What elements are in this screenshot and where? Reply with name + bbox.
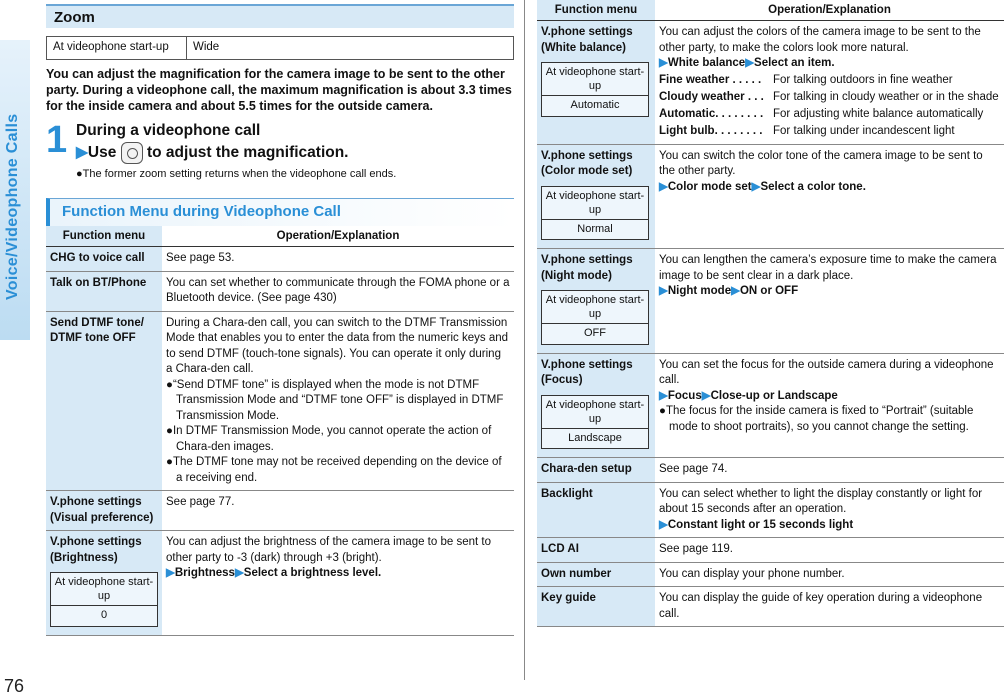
row-text: See page 119. (655, 538, 1004, 563)
side-tab (0, 0, 30, 698)
arrow-icon: ▶ (751, 180, 761, 193)
zoom-startup-label: At videophone start-up (47, 37, 187, 59)
nav-key-icon (121, 142, 143, 164)
row-name: Send DTMF tone/ DTMF tone OFF (46, 311, 162, 491)
option-desc: For talking in cloudy weather or in the shade (773, 90, 999, 103)
op-step: Select an item. (754, 57, 835, 69)
startup-label: At videophone start-up (542, 63, 648, 96)
arrow-icon: ▶ (701, 389, 711, 402)
row-name-cell (537, 21, 655, 145)
option-desc: For talking outdoors in fine weather (773, 73, 953, 86)
arrow-icon: ▶ (659, 389, 668, 402)
startup-label: At videophone start-up (542, 396, 648, 429)
op-step: Select a brightness level. (243, 567, 382, 580)
zoom-startup-value: Wide (193, 41, 220, 53)
row-name: Talk on BT/Phone (46, 271, 162, 311)
option-desc: For talking under incandescent light (773, 124, 955, 137)
bullet: ●“Send DTMF tone” is displayed when the mode is not DTMF Transmission Mode and “DTMF tone OFF” is displayed in DTMF Transmission Mode. (166, 378, 504, 422)
row-text: You can select whether to light the display constantly or light for about 15 seconds after an operation. (659, 487, 983, 515)
row-cell (655, 144, 1004, 249)
startup-box (541, 395, 649, 450)
zoom-intro: You can adjust the magnification for the camera image to be sent to the other party. During a videophone call, the maximum magnification is about 3.3 times for the inside camera and about 5.5 times for the outside camera. (46, 67, 512, 113)
table-row (537, 249, 1004, 354)
bullet: ●In DTMF Transmission Mode, you cannot operate the action of Chara-den images. (166, 425, 492, 453)
col-function-menu: Function menu (46, 226, 162, 247)
row-text: You can lengthen the camera’s exposure time to make the camera image to be sent clear in a dark place. (659, 254, 997, 282)
bullet: ●The focus for the inside camera is fixed to “Portrait” (suitable mode to shoot portraits), so you cannot change the setting. (659, 405, 974, 433)
startup-label: At videophone start-up (542, 291, 648, 324)
row-op (659, 56, 1000, 72)
table-row (537, 562, 1004, 587)
step-use: Use (87, 144, 117, 162)
row-name: CHG to voice call (46, 247, 162, 272)
row-text: During a Chara-den call, you can switch to the DTMF Transmission Mode that enables you to enter the data from the numeric keys and to send DTMF (touch-tone signals). You can operate it only during a Chara-den call. (166, 316, 509, 376)
row-text: See page 74. (655, 458, 1004, 483)
row-text: You can set the focus for the outside camera during a videophone call. (659, 358, 994, 386)
table-row (537, 482, 1004, 538)
step-line2 (76, 142, 349, 164)
arrow-icon: ▶ (166, 567, 175, 580)
startup-value: Normal (577, 222, 613, 235)
option-row (659, 106, 1000, 123)
arrow-icon: ▶ (731, 285, 740, 297)
table-row (537, 21, 1004, 145)
startup-box (541, 62, 649, 117)
row-name: Chara-den setup (537, 458, 655, 483)
bullet-text: “Send DTMF tone” is displayed when the mode is not DTMF Transmission Mode and “DTMF tone OFF” is displayed in DTMF Transmission Mode. (172, 378, 504, 422)
row-text: See page 77. (162, 491, 514, 531)
bullet: ●The DTMF tone may not be received depending on the device of a receiving end. (166, 456, 502, 484)
right-column (537, 0, 1004, 627)
row-text: You can set whether to communicate through the FOMA phone or a Bluetooth device. (See page 430) (162, 271, 514, 311)
zoom-startup-table (46, 36, 514, 60)
startup-value: Landscape (568, 431, 622, 444)
startup-value: OFF (584, 327, 606, 339)
arrow-icon: ▶ (659, 180, 668, 193)
row-op (166, 566, 510, 582)
row-name: LCD AI (537, 538, 655, 563)
table-header (537, 0, 1004, 21)
op-step: ON or OFF (739, 285, 799, 297)
row-op (659, 180, 1000, 196)
table-row (537, 538, 1004, 563)
step-number: 1 (46, 119, 68, 161)
table-row (46, 271, 514, 311)
op-step: Night mode (667, 285, 732, 297)
op-step: Color mode set (667, 180, 752, 193)
startup-box (541, 186, 649, 241)
step-text (76, 120, 349, 164)
table-header (46, 226, 514, 247)
option-row (659, 72, 1000, 89)
row-name-cell (537, 353, 655, 458)
op-step: Close-up or Landscape (710, 389, 838, 402)
row-cell (655, 21, 1004, 145)
column-divider (524, 0, 525, 680)
row-op (659, 389, 1000, 405)
option-key: Cloudy weather . . . (659, 90, 764, 103)
row-name: V.phone settings (Night mode) (541, 254, 633, 282)
startup-label: At videophone start-up (542, 187, 648, 220)
startup-box (50, 572, 158, 627)
table-row (46, 247, 514, 272)
left-column (46, 4, 514, 636)
startup-value: 0 (100, 609, 108, 622)
row-text: You can display your phone number. (655, 562, 1004, 587)
table-row (46, 531, 514, 636)
zoom-step (46, 120, 514, 164)
row-text: You can adjust the colors of the camera image to be sent to the other party, to make the colors look more natural. (659, 26, 981, 54)
arrow-icon: ▶ (76, 144, 88, 162)
zoom-note-text: The former zoom setting returns when the videophone call ends. (82, 168, 397, 181)
table-row (46, 311, 514, 491)
startup-label: At videophone start-up (51, 573, 157, 606)
op-step: Brightness (174, 567, 235, 580)
step-rest: to adjust the magnification. (146, 144, 349, 162)
op-step: Constant light or 15 seconds light (667, 518, 854, 531)
zoom-note: ●The former zoom setting returns when the videophone call ends. (76, 168, 397, 181)
option-key: Light bulb. . . . . . . . (659, 124, 763, 137)
option-key: Fine weather . . . . . (659, 73, 762, 86)
row-name: V.phone settings (White balance) (541, 26, 633, 54)
function-table-right (537, 0, 1004, 627)
row-text: You can switch the color tone of the camera image to be sent to the other party. (659, 149, 983, 177)
option-key: Automatic. . . . . . . . (659, 107, 764, 120)
zoom-heading: Zoom (46, 4, 514, 28)
row-text: You can display the guide of key operation during a videophone call. (655, 587, 1004, 627)
col-operation: Operation/Explanation (162, 226, 514, 247)
col-function-menu: Function menu (537, 0, 655, 21)
col-operation: Operation/Explanation (655, 0, 1004, 21)
table-row (537, 587, 1004, 627)
row-cell (162, 531, 514, 636)
op-step: White balance (667, 57, 746, 69)
op-step: Select a color tone. (760, 180, 866, 193)
startup-box (541, 290, 649, 345)
row-name-cell (537, 249, 655, 354)
function-menu-heading: Function Menu during Videophone Call (46, 198, 514, 226)
arrow-icon: ▶ (234, 567, 244, 580)
startup-value: Automatic (570, 99, 620, 111)
arrow-icon: ▶ (745, 57, 755, 69)
row-op (659, 284, 1000, 300)
option-desc: For adjusting white balance automatically (773, 107, 984, 120)
row-name: V.phone settings (Color mode set) (541, 149, 633, 177)
row-cell (655, 353, 1004, 458)
row-cell (655, 249, 1004, 354)
step-line1: During a videophone call (76, 122, 261, 139)
row-name-cell (46, 531, 162, 636)
table-row (537, 458, 1004, 483)
row-name: Own number (537, 562, 655, 587)
table-row (537, 144, 1004, 249)
row-name: Key guide (537, 587, 655, 627)
row-text: You can adjust the brightness of the camera image to be sent to other party to -3 (dark) through +3 (bright). (166, 536, 491, 564)
row-cell (655, 482, 1004, 538)
side-tab-label: Voice/Videophone Calls (4, 113, 21, 300)
arrow-icon: ▶ (659, 57, 668, 69)
arrow-icon: ▶ (659, 285, 668, 297)
table-row (46, 491, 514, 531)
bullet-text: In DTMF Transmission Mode, you cannot operate the action of Chara-den images. (172, 425, 492, 453)
option-row (659, 89, 1000, 106)
row-op (659, 518, 1000, 534)
row-name: V.phone settings (Focus) (541, 358, 633, 386)
table-row (537, 353, 1004, 458)
row-name: V.phone settings (Visual preference) (46, 491, 162, 531)
op-step: Focus (667, 389, 702, 402)
bullet-text: The focus for the inside camera is fixed to “Portrait” (suitable mode to shoot portraits), so you cannot change the setting. (665, 405, 974, 433)
bullet-text: The DTMF tone may not be received depending on the device of a receiving end. (172, 456, 502, 484)
page-number: 76 (4, 676, 25, 696)
row-text: See page 53. (162, 247, 514, 272)
arrow-icon: ▶ (659, 518, 668, 531)
row-cell (162, 311, 514, 491)
row-name: Backlight (537, 482, 655, 538)
function-table-left (46, 226, 514, 636)
row-name-cell (537, 144, 655, 249)
row-name: V.phone settings (Brightness) (50, 536, 142, 564)
option-row (659, 123, 1000, 140)
